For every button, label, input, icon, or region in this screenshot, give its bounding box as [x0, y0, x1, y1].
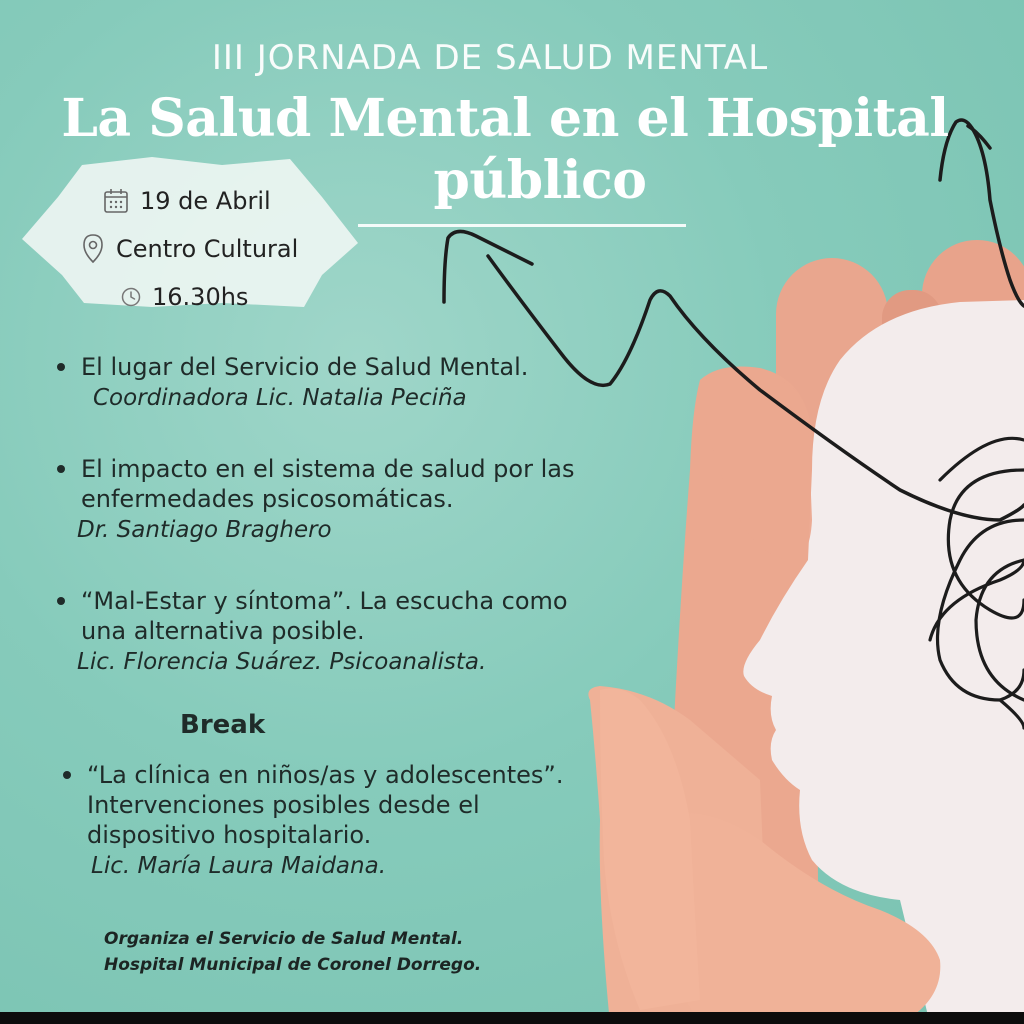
talk-title-line: “Mal-Estar y síntoma”. La escucha como	[81, 587, 568, 615]
bullet	[57, 363, 65, 371]
bottom-bar	[0, 1012, 1024, 1024]
talk-item	[55, 586, 568, 678]
talk-speaker: Lic. María Laura Maidana.	[91, 853, 387, 879]
bullet	[57, 597, 65, 605]
calendar-icon	[102, 187, 130, 215]
event-info-badge	[22, 157, 360, 311]
event-title-line2: público	[433, 150, 647, 211]
talk-speaker: Lic. Florencia Suárez. Psicoanalista.	[77, 649, 487, 675]
event-time-row	[120, 283, 248, 311]
talk-speaker: Coordinadora Lic. Natalia Peciña	[93, 385, 467, 411]
event-place: Centro Cultural	[116, 235, 299, 263]
talk-title-line: enfermedades psicosomáticas.	[81, 485, 454, 513]
event-series-label: III JORNADA DE SALUD MENTAL	[211, 38, 769, 78]
clock-icon	[120, 286, 142, 308]
location-pin-icon	[80, 233, 106, 265]
talk-title-line: una alternativa posible.	[81, 617, 365, 645]
event-title-line1: La Salud Mental en el Hospital	[61, 88, 949, 149]
bullet	[57, 465, 65, 473]
talk-title-line: Intervenciones posibles desde el	[87, 791, 480, 819]
talk-title-line: dispositivo hospitalario.	[87, 821, 372, 849]
title-underline	[358, 224, 686, 227]
event-date: 19 de Abril	[140, 187, 271, 215]
talk-speaker: Dr. Santiago Braghero	[77, 517, 332, 543]
break-label: Break	[180, 710, 266, 740]
bullet	[63, 771, 71, 779]
talk-title: El lugar del Servicio de Salud Mental.	[81, 353, 529, 381]
talk-title-line: El impacto en el sistema de salud por las	[81, 455, 575, 483]
organizer-line1: Organiza el Servicio de Salud Mental.	[104, 929, 464, 949]
talk-item	[55, 352, 528, 414]
event-time: 16.30hs	[152, 283, 249, 311]
organizer-credit	[104, 926, 481, 978]
organizer-line2: Hospital Municipal de Coronel Dorrego.	[104, 955, 482, 975]
event-place-row	[80, 233, 298, 265]
event-date-row	[102, 187, 271, 215]
talk-item	[61, 760, 563, 882]
talk-title-line: “La clínica en niños/as y adolescentes”.	[87, 761, 564, 789]
talk-item	[55, 454, 574, 546]
